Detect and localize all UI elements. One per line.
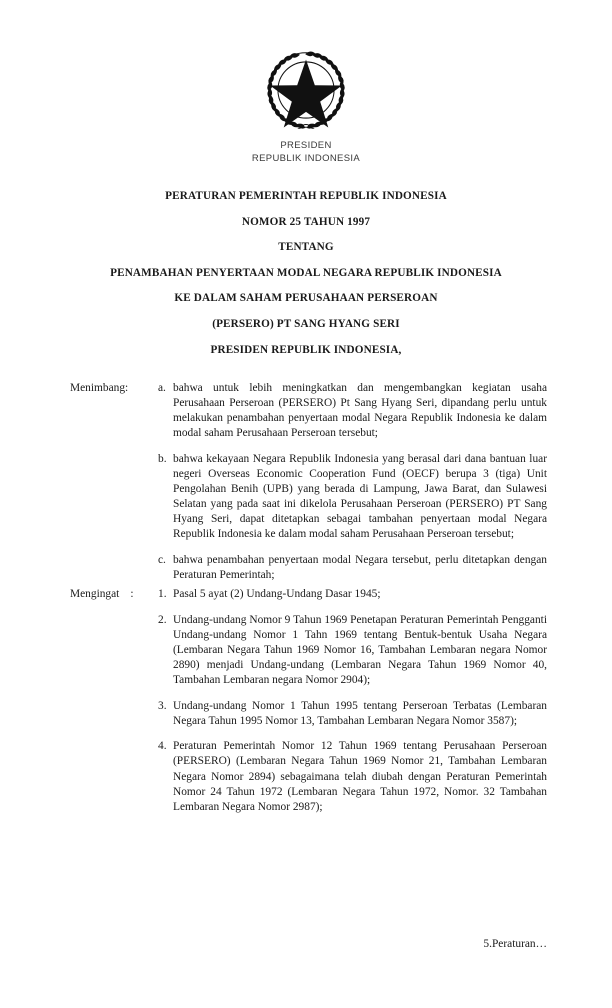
subject-heading: PRESIDEN REPUBLIK INDONESIA,	[210, 344, 402, 356]
clauses-body	[0, 381, 612, 815]
list-item-text: Undang-undang Nomor 9 Tahun 1969 Penetapan Peraturan Pemerintah Pengganti Undang-undang Nomor 1 Tahn 1969 tentang Bentuk-bentuk Usaha Negara (Lembaran Negara Tahun 1969 Nomor 16, Tambahan Lembaran negara Nomor 2890) menjadi Undang-undang (Lembaran Negara Tahun 1969 Nomor 40, Tambahan Lembaran negara Nomor 2904);	[173, 613, 547, 687]
emblem-caption-line2: REPUBLIK INDONESIA	[251, 152, 361, 164]
title-line-2-number: NOMOR 25 TAHUN 1997	[241, 215, 371, 228]
list-item-marker: c.	[158, 553, 166, 566]
section-label-text: Menimbang:	[70, 382, 129, 394]
list-item-text: bahwa penambahan penyertaan modal Negara tersebut, perlu ditetapkan dengan Peraturan Pemerintah;	[173, 553, 547, 582]
list-item-text: Undang-undang Nomor 1 Tahun 1995 tentang Perseroan Terbatas (Lembaran Negara Tahun 1995 Nomor 13, Tambahan Lembaran Negara Nomor 3587);	[173, 699, 547, 727]
list-item-text: Peraturan Pemerintah Nomor 12 Tahun 1969 tentang Perusahaan Perseroan (PERSERO) (Lembaran Negara Tahun 1969 Nomor 21, Tambahan Lembaran Negara Nomor 2894) sebagaimana telah diubah dengan Peraturan Pemerintah Nomor 24 Tahun 1972 (Lembaran Negara Tahun 1972, Nomor. 32 Tambahan Lembaran Negara Nomor 2987);	[173, 740, 547, 813]
list-item-text: Pasal 5 ayat (2) Undang-Undang Dasar 1945;	[173, 588, 381, 601]
section-label-menimbang	[0, 381, 158, 396]
page-continuation-note: 5.Peraturan…	[483, 938, 547, 950]
section-label-mengingat	[0, 587, 158, 602]
list-item-marker: b.	[158, 452, 167, 465]
list-item-marker: a.	[158, 382, 166, 394]
list-item	[158, 739, 547, 814]
list-item-marker: 2.	[158, 613, 167, 626]
emblem-caption-line1: PRESIDEN	[280, 140, 332, 151]
list-item	[158, 381, 547, 441]
section-items-menimbang	[158, 381, 612, 583]
title-line-4-subject: PENAMBAHAN PENYERTAAN MODAL NEGARA REPUBLIK INDONESIA	[110, 266, 502, 279]
title-line-1: PERATURAN PEMERINTAH REPUBLIK INDONESIA	[165, 190, 447, 202]
list-item	[158, 699, 547, 729]
title-line-6-company: (PERSERO) PT SANG HYANG SERI	[212, 317, 400, 330]
emblem-caption	[0, 140, 612, 165]
list-item	[158, 587, 547, 602]
section-menimbang	[0, 381, 612, 583]
section-items-mengingat	[158, 587, 612, 815]
section-label-text: Mengingat	[70, 588, 120, 601]
list-item-marker: 4.	[158, 740, 167, 753]
list-item	[158, 553, 547, 583]
list-item-marker: 1.	[158, 588, 167, 601]
title-line-5-subject: KE DALAM SAHAM PERUSAHAAN PERSEROAN	[174, 292, 438, 304]
list-item-text: bahwa kekayaan Negara Republik Indonesia yang berasal dari dana bantuan luar negeri Overseas Economic Cooperation Fund (OECF) berupa 3 (tiga) Unit Pengolahan Benih (UPB) yang berada di Lampung, Jawa Barat, dan Sulawesi Selatan yang pada saat ini dikelola Perusahaan Perseroan (PERSERO) PT Sang Hyang Seri, dapat ditetapkan sebagai tambahan penyertaan modal Negara Republik Indonesia ke dalam modal saham Perusahaan Perseroan tersebut;	[173, 452, 547, 541]
regulation-title-block	[52, 184, 560, 337]
title-line-3-tentang: TENTANG	[278, 241, 334, 253]
list-item-marker: 3.	[158, 699, 167, 712]
section-mengingat	[0, 587, 612, 815]
list-item-text: bahwa untuk lebih meningkatkan dan mengembangkan kegiatan usaha Perusahaan Perseroan (PERSERO) Pt Sang Hyang Seri, dipandang perlu untuk melakukan penambahan penyertaan modal Negara Republik Indonesia ke dalam modal saham Perusahaan Perseroan tersebut;	[173, 382, 547, 440]
section-label-colon: :	[130, 588, 134, 601]
list-item	[158, 452, 547, 543]
presidential-emblem-block	[0, 44, 612, 165]
garuda-star-wreath-emblem	[260, 44, 352, 136]
list-item	[158, 613, 547, 688]
